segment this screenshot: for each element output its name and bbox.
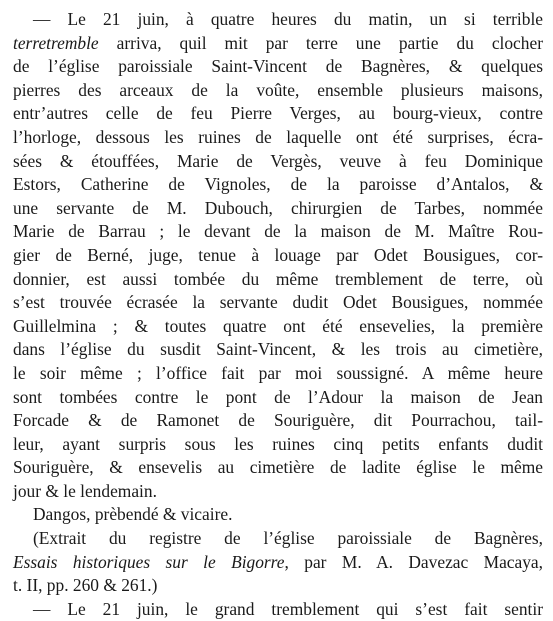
source-line: t. II, pp. 260 & 261.) [13,575,158,596]
text-line: Souriguère, & ensevelis au cimetière de ladite église le même [13,457,543,478]
text-fragment: arriva, quil mit par terre une partie du clocher [116,32,543,53]
text-line: le soir même ; l’office fait par moi soussigné. A même heure [13,362,543,383]
text-line: leur, ayant surpris sous les ruines cinq petits enfants dudit [13,433,543,454]
source-line [13,551,543,575]
source-line: (Extrait du registre de l’église paroissiale de Bagnères, [33,528,543,549]
text-line: dans l’église du susdit Saint-Vincent, & les trois au cimetière, [13,339,543,360]
italic-term: terretremble [13,32,99,53]
text-line: l’horloge, dessous les ruines de laquelle ont été surprises, écra- [13,126,543,147]
text-line: Estors, Catherine de Vignoles, de la paroisse d’Antalos, & [13,174,543,195]
text-line: sées & étouffées, Marie de Vergès, veuve à feu Dominique [13,150,543,171]
signature-line: Dangos, prèbendé & vicaire. [33,504,233,525]
text-line: de l’église paroissiale Saint-Vincent de Bagnères, & quelques [13,56,543,77]
book-title: Essais historiques sur le Bigorre [13,551,285,572]
document-page [13,8,543,621]
text-line: — Le 21 juin, à quatre heures du matin, un si terrible [33,9,543,29]
text-line: entr’autres celle de feu Pierre Verges, au bourg-vieux, contre [13,103,543,124]
text-line: Marie de Barrau ; le devant de la maison de M. Maître Rou- [13,221,543,242]
text-line: s’est trouvée écrasée la servante dudit Odet Bousigues, nommée [13,292,543,313]
text-line [13,32,543,56]
text-fragment: , par M. A. Davezac Macaya, [284,551,543,572]
text-line: gier de Berné, juge, tenue à louage par Odet Bousigues, cor- [13,244,543,265]
text-line: Forcade & de Ramonet de Souriguère, dit Pourrachou, tail- [13,410,543,431]
text-line: pierres des arceaux de la voûte, ensemble plusieurs maisons, [13,79,543,100]
text-line: jour & le lendemain. [13,480,157,501]
text-line: donnier, est aussi tombée du même tremblement de terre, où [13,268,543,289]
text-line: une servante de M. Dubouch, chirurgien de Tarbes, nommée [13,197,543,218]
text-line: sont tombées contre le pont de l’Adour la maison de Jean [13,386,543,407]
text-line: — Le 21 juin, le grand tremblement qui s’est fait sentir [33,598,543,619]
text-line: Guillelmina ; & toutes quatre ont été ensevelies, la première [13,315,543,336]
